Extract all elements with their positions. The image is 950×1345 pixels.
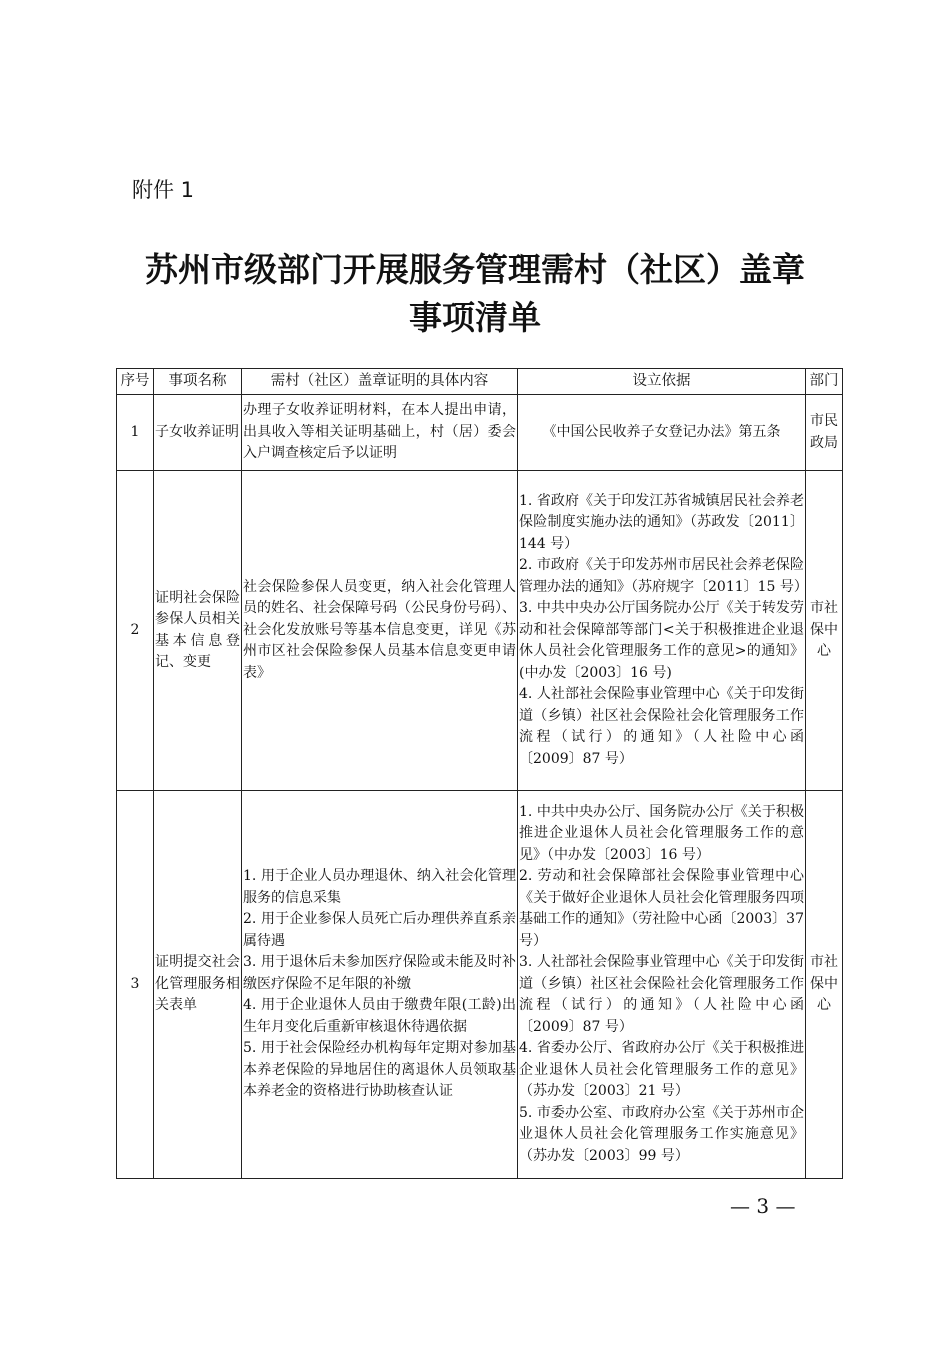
row-basis — [518, 395, 806, 471]
table-header-row — [117, 369, 843, 395]
document-title-line1: 苏州市级部门开展服务管理需村（社区）盖章 — [145, 250, 805, 289]
row-basis — [518, 471, 806, 791]
content-item: 4. 用于企业退休人员由于缴费年限(工龄)出生年月变化后重新审核退休待遇依据 — [243, 997, 516, 1035]
table-row — [117, 791, 843, 1179]
header-dept: 部门 — [806, 369, 843, 395]
basis-item: 4. 省委办公厅、省政府办公厅《关于积极推进企业退休人员社会化管理服务工作的意见》（苏办发〔2003〕21 号） — [519, 1040, 804, 1100]
table-row — [117, 471, 843, 791]
content-item: 办理子女收养证明材料，在本人提出申请，出具收入等相关证明基础上，村（居）委会入户调查核定后予以证明 — [243, 402, 516, 462]
header-content: 需村（社区）盖章证明的具体内容 — [242, 369, 518, 395]
basis-item: 1. 省政府《关于印发江苏省城镇居民社会养老保险制度实施办法的通知》（苏政发〔2011〕144 号） — [519, 492, 804, 552]
row-content — [242, 395, 518, 471]
basis-item: 3. 人社部社会保险事业管理中心《关于印发街道（乡镇）社区社会保险社会化管理服务工作流程（试行）的通知》（人社险中心函〔2009〕87 号） — [519, 954, 804, 1035]
content-item: 2. 用于企业参保人员死亡后办理供养直系亲属待遇 — [243, 911, 516, 949]
row-no: 1 — [117, 395, 154, 471]
basis-item: 3. 中共中央办公厅国务院办公厅《关于转发劳动和社会保障部等部门<关于积极推进企业退休人员社会化管理服务工作的意见>的通知》(中办发〔2003〕16 号) — [519, 600, 804, 681]
row-dept: 市社保中心 — [806, 791, 843, 1179]
row-content — [242, 471, 518, 791]
content-item: 3. 用于退休后未参加医疗保险或未能及时补缴医疗保险不足年限的补缴 — [243, 954, 516, 992]
row-no: 2 — [117, 471, 154, 791]
row-basis — [518, 791, 806, 1179]
row-name: 子女收养证明 — [154, 395, 242, 471]
basis-item: 2. 市政府《关于印发苏州市居民社会养老保险管理办法的通知》（苏府规字〔2011〕15 号） — [519, 557, 808, 595]
document-title-line2: 事项清单 — [409, 298, 541, 337]
header-basis: 设立依据 — [518, 369, 806, 395]
header-name: 事项名称 — [154, 369, 242, 395]
row-name: 证明提交社会化管理服务相关表单 — [154, 791, 242, 1179]
row-content — [242, 791, 518, 1179]
basis-item: 5. 市委办公室、市政府办公室《关于苏州市企业退休人员社会化管理服务工作实施意见》（苏办发〔2003〕99 号） — [519, 1104, 804, 1164]
content-item: 1. 用于企业人员办理退休、纳入社会化管理服务的信息采集 — [243, 868, 516, 906]
table-row — [117, 395, 843, 471]
content-item: 5. 用于社会保险经办机构每年定期对参加基本养老保险的异地居住的离退休人员领取基本养老金的资格进行协助核查认证 — [243, 1040, 516, 1100]
basis-item: 4. 人社部社会保险事业管理中心《关于印发街道（乡镇）社区社会保险社会化管理服务工作流程（试行）的通知》（人社险中心函〔2009〕87 号） — [519, 686, 804, 767]
basis-item: 2. 劳动和社会保障部社会保险事业管理中心《关于做好企业退休人员社会化管理服务四项基础工作的通知》（劳社险中心函〔2003〕37 号） — [519, 868, 804, 949]
basis-item: 《中国公民收养子女登记办法》第五条 — [542, 423, 781, 440]
row-name: 证明社会保险参保人员相关基本信息登记、变更 — [154, 471, 242, 791]
header-no: 序号 — [117, 369, 154, 395]
row-no: 3 — [117, 791, 154, 1179]
page-number: — 3 — — [730, 1194, 796, 1218]
row-dept: 市社保中心 — [806, 471, 843, 791]
items-table — [116, 368, 843, 1179]
content-item: 社会保险参保人员变更，纳入社会化管理人员的姓名、社会保障号码（公民身份号码）、社会化发放账号等基本信息变更，详见《苏州市区社会保险参保人员基本信息变更申请表》 — [243, 578, 516, 681]
row-dept: 市民政局 — [806, 395, 843, 471]
basis-item: 1. 中共中央办公厅、国务院办公厅《关于积极推进企业退休人员社会化管理服务工作的意见》（中办发〔2003〕16 号） — [519, 803, 804, 863]
attachment-label: 附件 1 — [132, 178, 195, 202]
